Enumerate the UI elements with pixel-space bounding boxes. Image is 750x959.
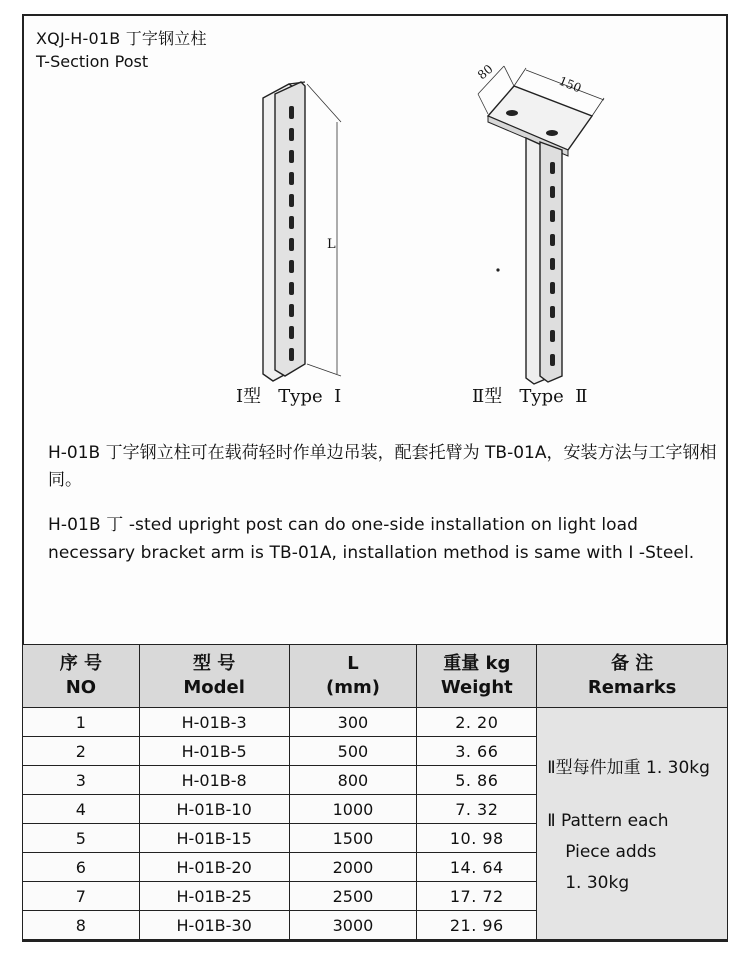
type-2-post-illustration	[464, 58, 634, 388]
width-dimension-label-80: 80	[474, 61, 496, 83]
table-header-row	[23, 645, 728, 708]
cell-model: H-01B-8	[139, 766, 289, 795]
cell-weight: 21. 96	[417, 911, 537, 940]
header-no: 序 号 NO	[23, 645, 140, 708]
cell-length: 3000	[289, 911, 417, 940]
cell-model: H-01B-30	[139, 911, 289, 940]
cell-model: H-01B-20	[139, 853, 289, 882]
cell-no: 8	[23, 911, 140, 940]
cell-weight: 3. 66	[417, 737, 537, 766]
cell-no: 6	[23, 853, 140, 882]
width-dimension-label-150: 150	[556, 73, 584, 96]
specification-table	[22, 644, 728, 940]
cell-length: 800	[289, 766, 417, 795]
cell-model: H-01B-15	[139, 824, 289, 853]
type-1-caption: Ⅰ型 Type Ⅰ	[236, 386, 342, 407]
cell-weight: 14. 64	[417, 853, 537, 882]
product-title-cn: XQJ-H-01B 丁字钢立柱	[36, 29, 207, 48]
catalog-frame	[22, 14, 728, 942]
cell-length: 1000	[289, 795, 417, 824]
cell-model: H-01B-3	[139, 708, 289, 737]
cell-model: H-01B-25	[139, 882, 289, 911]
type-1-post-illustration	[249, 76, 359, 386]
cell-no: 2	[23, 737, 140, 766]
cell-no: 1	[23, 708, 140, 737]
cell-model: H-01B-10	[139, 795, 289, 824]
cell-no: 5	[23, 824, 140, 853]
cell-length: 1500	[289, 824, 417, 853]
cell-length: 500	[289, 737, 417, 766]
description-english: H-01B 丁 -sted upright post can do one-side installation on light load necessary bracket arm is TB-01A, installation method is same with Ⅰ -Steel.	[48, 515, 695, 563]
remark-chinese: Ⅱ型每件加重 1. 30kg	[547, 757, 710, 778]
type-2-caption: Ⅱ型 Type Ⅱ	[472, 386, 588, 407]
cell-length: 2500	[289, 882, 417, 911]
table-row	[23, 708, 728, 737]
cell-weight: 5. 86	[417, 766, 537, 795]
cell-length: 300	[289, 708, 417, 737]
product-title-en: T-Section Post	[36, 52, 149, 71]
cell-no: 3	[23, 766, 140, 795]
cell-model: H-01B-5	[139, 737, 289, 766]
header-length: L (mm)	[289, 645, 417, 708]
remark-english-line-1: Ⅱ Pattern each	[547, 810, 669, 831]
cell-weight: 17. 72	[417, 882, 537, 911]
remarks-cell	[537, 708, 728, 940]
length-dimension-label: L	[327, 237, 336, 252]
remark-english-line-3: 1. 30kg	[565, 872, 630, 893]
cell-no: 4	[23, 795, 140, 824]
remark-english-line-2: Piece adds	[565, 841, 657, 862]
cell-weight: 2. 20	[417, 708, 537, 737]
cell-weight: 7. 32	[417, 795, 537, 824]
header-model: 型 号 Model	[139, 645, 289, 708]
description-chinese: H-01B 丁字钢立柱可在载荷轻时作单边吊装，配套托臂为 TB-01A，安装方法与工字钢相同。	[48, 443, 717, 490]
cell-length: 2000	[289, 853, 417, 882]
cell-no: 7	[23, 882, 140, 911]
cell-weight: 10. 98	[417, 824, 537, 853]
header-remarks: 备 注 Remarks	[537, 645, 728, 708]
header-weight: 重量 kg Weight	[417, 645, 537, 708]
